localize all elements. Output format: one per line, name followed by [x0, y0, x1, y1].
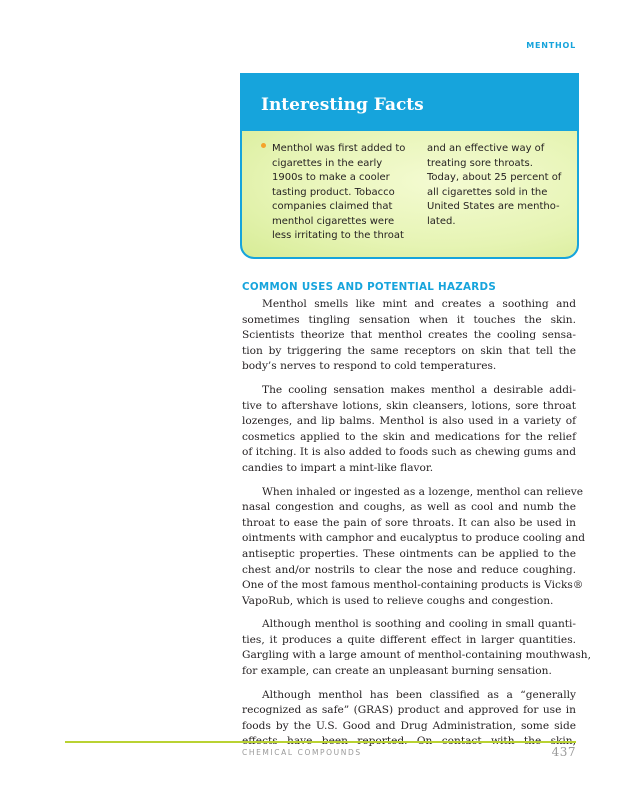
text-line: of itching. It is also added to foods such as chewing gums and	[242, 446, 576, 459]
running-head: MENTHOL	[526, 41, 576, 50]
text-line: nasal congestion and coughs, as well as cool and numb the	[242, 501, 576, 514]
facts-line: less irritating to the throat	[272, 230, 404, 241]
facts-box-title: Interesting Facts	[261, 95, 424, 115]
text-line: throat to ease the pain of sore throats. It can also be used in	[242, 516, 576, 529]
bullet-icon	[261, 143, 266, 148]
body-text	[242, 297, 591, 758]
facts-line: lated.	[427, 215, 456, 227]
facts-box-body	[242, 131, 577, 257]
text-line: sometimes tingling sensation when it touches the skin.	[242, 313, 576, 326]
facts-line: all cigarettes sold in the	[427, 186, 548, 198]
footer-label: CHEMICAL COMPOUNDS	[242, 748, 362, 757]
facts-line: 1900s to make a cooler	[272, 172, 390, 183]
text-line: chest and/or nostrils to clear the nose and reduce coughing.	[242, 563, 576, 576]
facts-line: companies claimed that	[272, 201, 393, 212]
text-line: Menthol smells like mint and creates a soothing and	[262, 298, 576, 310]
text-line: Scientists theorize that menthol creates the cooling sensa-	[242, 329, 576, 342]
text-line: The cooling sensation makes menthol a desirable addi-	[262, 383, 576, 396]
paragraph	[242, 617, 591, 679]
paragraph	[242, 297, 576, 375]
text-line: Although menthol is soothing and cooling in small quanti-	[262, 618, 576, 631]
facts-line: Menthol was first added to	[272, 143, 406, 154]
text-line: body’s nerves to respond to cold temperatures.	[242, 360, 497, 373]
paragraph	[242, 485, 586, 610]
facts-line: Today, about 25 percent of	[427, 172, 562, 183]
text-line: candies to impart a mint-like flavor.	[242, 461, 434, 474]
paragraph	[242, 383, 576, 477]
facts-line: United States are mentho-	[427, 201, 560, 212]
interesting-facts-box	[240, 73, 579, 259]
text-line: Gargling with a large amount of menthol-containing mouthwash,	[242, 649, 591, 662]
facts-line: treating sore throats.	[427, 157, 533, 169]
text-line: tive to aftershave lotions, skin cleansers, lotions, sore throat	[242, 399, 576, 412]
facts-right-column	[427, 142, 561, 229]
text-line: antiseptic properties. These ointments can be applied to the	[242, 547, 576, 560]
text-line: lozenges, and lip balms. Menthol is also used in a variety of	[242, 415, 576, 428]
text-line: When inhaled or ingested as a lozenge, menthol can relieve	[262, 485, 583, 498]
page-number: 437	[551, 745, 576, 759]
facts-box-header	[242, 75, 577, 131]
text-line: for example, can create an unpleasant burning sensation.	[242, 665, 552, 678]
facts-line: menthol cigarettes were	[272, 215, 395, 227]
text-line: recognized as safe” (GRAS) product and approved for use in	[242, 704, 576, 717]
facts-line: tasting product. Tobacco	[272, 186, 395, 198]
text-line: ties, it produces a quite different effect in larger quantities.	[242, 633, 576, 646]
text-line: One of the most famous menthol-containing products is Vicks®	[242, 579, 584, 592]
text-line: ointments with camphor and eucalyptus to produce cooling and	[242, 532, 586, 545]
text-line: cosmetics applied to the skin and medications for the relief	[242, 430, 576, 443]
text-line: VapoRub, which is used to relieve coughs and congestion.	[242, 594, 554, 607]
facts-line: cigarettes in the early	[272, 157, 383, 169]
text-line: Although menthol has been classified as a “generally	[262, 688, 576, 701]
section-heading: COMMON USES AND POTENTIAL HAZARDS	[242, 281, 497, 293]
footer-rule	[65, 741, 576, 743]
facts-line: and an effective way of	[427, 143, 545, 154]
text-line: foods by the U.S. Good and Drug Administration, some side	[242, 719, 576, 732]
text-line: tion by triggering the same receptors on skin that tell the	[242, 344, 576, 357]
facts-left-column	[272, 142, 405, 244]
